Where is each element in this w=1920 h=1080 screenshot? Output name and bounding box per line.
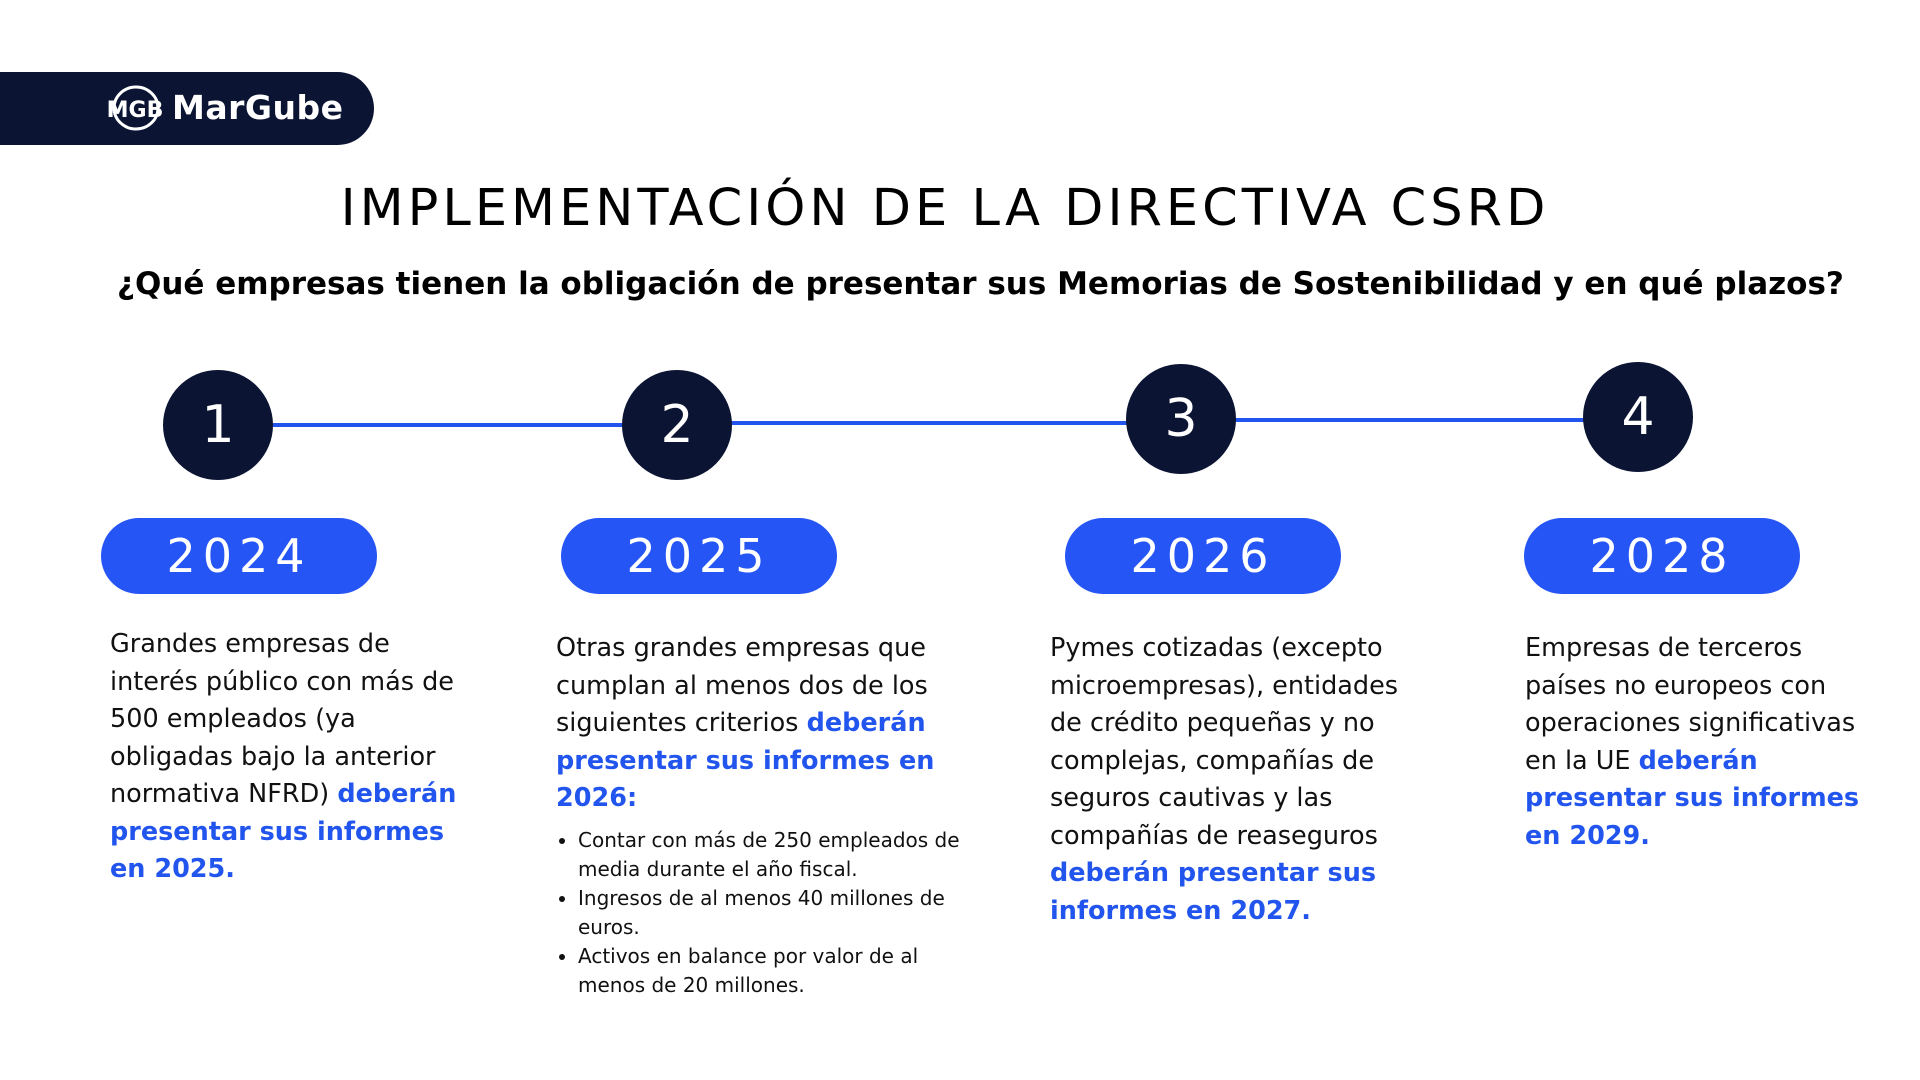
step-circle-1 bbox=[163, 370, 273, 480]
description-text: Otras grandes empresas que cumplan al menos dos de los siguientes criterios bbox=[556, 633, 928, 738]
description-text: Empresas de terceros países no europeos con operaciones significativas en la UE bbox=[1525, 633, 1856, 776]
criteria-item: • Contar con más de 250 empleados de media durante el año fiscal. bbox=[578, 826, 968, 884]
page-title: IMPLEMENTACIÓN DE LA DIRECTIVA CSRD bbox=[340, 179, 1550, 238]
year-label: 2028 bbox=[1589, 529, 1735, 583]
step-description-4 bbox=[1525, 630, 1865, 855]
year-label: 2026 bbox=[1130, 529, 1276, 583]
description-deadline: deberán presentar sus informes en 2027. bbox=[1050, 858, 1377, 926]
step-circle-3 bbox=[1126, 364, 1236, 474]
step-number: 1 bbox=[201, 395, 235, 455]
year-pill-2 bbox=[561, 518, 837, 594]
brand-logo-icon bbox=[100, 82, 170, 134]
year-label: 2025 bbox=[626, 529, 772, 583]
year-pill-1 bbox=[101, 518, 377, 594]
step-circle-2 bbox=[622, 370, 732, 480]
timeline-connector-1-2 bbox=[270, 423, 626, 427]
page-subtitle: ¿Qué empresas tienen la obligación de presentar sus Memorias de Sostenibilidad y en qué plazos? bbox=[117, 266, 1844, 302]
step-number: 3 bbox=[1164, 389, 1198, 449]
criteria-list bbox=[556, 826, 968, 1000]
step-number: 2 bbox=[660, 395, 694, 455]
criteria-item: • Ingresos de al menos 40 millones de euros. bbox=[578, 884, 968, 942]
description-text: Grandes empresas de interés público con más de 500 empleados (ya obligadas bajo la anterior normativa NFRD) bbox=[110, 629, 454, 809]
criteria-item: • Activos en balance por valor de al menos de 20 millones. bbox=[578, 942, 968, 1000]
year-pill-4 bbox=[1524, 518, 1800, 594]
brand-bar bbox=[0, 72, 374, 145]
brand-mark-text: MGB bbox=[106, 98, 164, 123]
step-circle-4 bbox=[1583, 362, 1693, 472]
step-description-1 bbox=[110, 626, 482, 889]
timeline-connector-3-4 bbox=[1234, 418, 1588, 422]
step-description-2 bbox=[556, 630, 954, 818]
timeline-connector-2-3 bbox=[730, 421, 1130, 425]
description-text: Pymes cotizadas (excepto microempresas), entidades de crédito pequeñas y no complejas, compañías de seguros cautivas y las compañías de reaseguros bbox=[1050, 633, 1399, 851]
year-label: 2024 bbox=[166, 529, 312, 583]
step-number: 4 bbox=[1621, 387, 1655, 447]
description-deadline: deberán presentar sus informes en 2029. bbox=[1525, 745, 1860, 851]
step-description-3 bbox=[1050, 630, 1428, 930]
description-deadline: deberán presentar sus informes en 2025. bbox=[110, 779, 457, 884]
description-deadline: deberán presentar sus informes en 2026: bbox=[556, 708, 935, 813]
year-pill-3 bbox=[1065, 518, 1341, 594]
brand-name: MarGube bbox=[172, 88, 344, 127]
